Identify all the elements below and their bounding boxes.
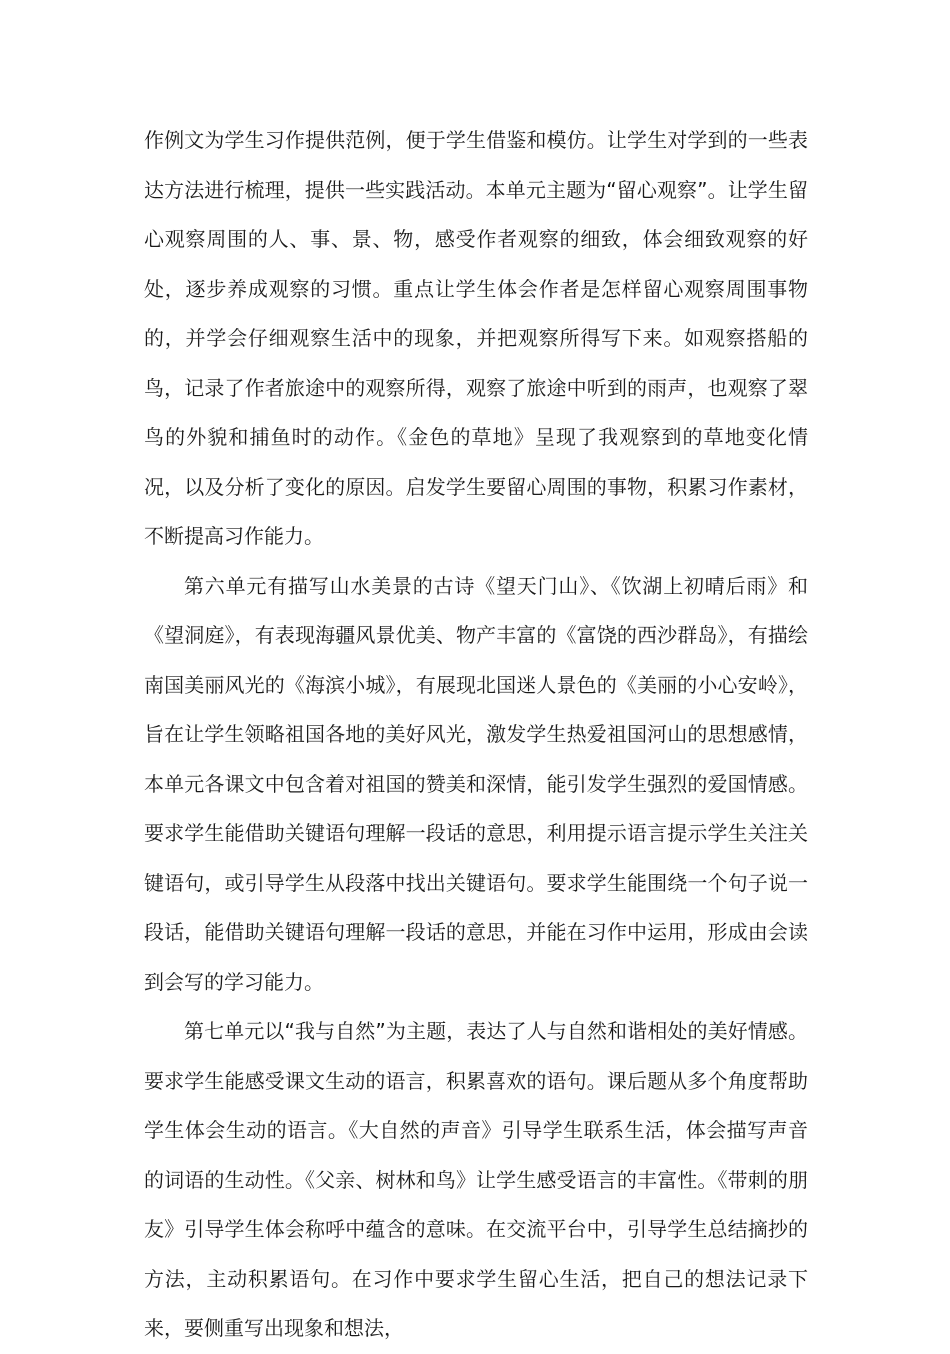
paragraph-unit-seven: 第七单元以“我与自然”为主题，表达了人与自然和谐相处的美好情感。要求学生能感受课文生动的语言，积累喜欢的语句。课后题从多个角度帮助学生体会生动的语言。《大自然的声音》引导学生联系生活，体会描写声音的词语的生动性。《父亲、树林和鸟》让学生感受语言的丰富性。《带刺的朋友》引导学生体会称呼中蕴含的意味。在交流平台中，引导学生总结摘抄的方法，主动积累语句。在习作中要求学生留心生活，把自己的想法记录下来，要侧重写出现象和想法， — [144, 1019, 808, 1340]
document-body — [144, 116, 808, 1354]
paragraph-continued: 作例文为学生习作提供范例，便于学生借鉴和模仿。让学生对学到的一些表达方法进行梳理，提供一些实践活动。本单元主题为“留心观察”。让学生留心观察周围的人、事、景、物，感受作者观察的细致，体会细致观察的好处，逐步养成观察的习惯。重点让学生体会作者是怎样留心观察周围事物的，并学会仔细观察生活中的现象，并把观察所得写下来。如观察搭船的鸟，记录了作者旅途中的观察所得，观察了旅途中听到的雨声，也观察了翠鸟的外貌和捕鱼时的动作。《金色的草地》呈现了我观察到的草地变化情况，以及分析了变化的原因。启发学生要留心周围的事物，积累习作素材，不断提高习作能力。 — [144, 128, 808, 548]
paragraph-unit-six: 第六单元有描写山水美景的古诗《望天门山》、《饮湖上初晴后雨》和《望洞庭》，有表现海疆风景优美、物产丰富的《富饶的西沙群岛》，有描绘南国美丽风光的《海滨小城》，有展现北国迷人景色的《美丽的小心安岭》，旨在让学生领略祖国各地的美好风光，激发学生热爱祖国河山的思想感情，本单元各课文中包含着对祖国的赞美和深情，能引发学生强烈的爱国情感。要求学生能借助关键语句理解一段话的意思，利用提示语言提示学生关注关键语句，或引导学生从段落中找出关键语句。要求学生能围绕一个句子说一段话，能借助关键语句理解一段话的意思，并能在习作中运用，形成由会读到会写的学习能力。 — [144, 573, 808, 994]
